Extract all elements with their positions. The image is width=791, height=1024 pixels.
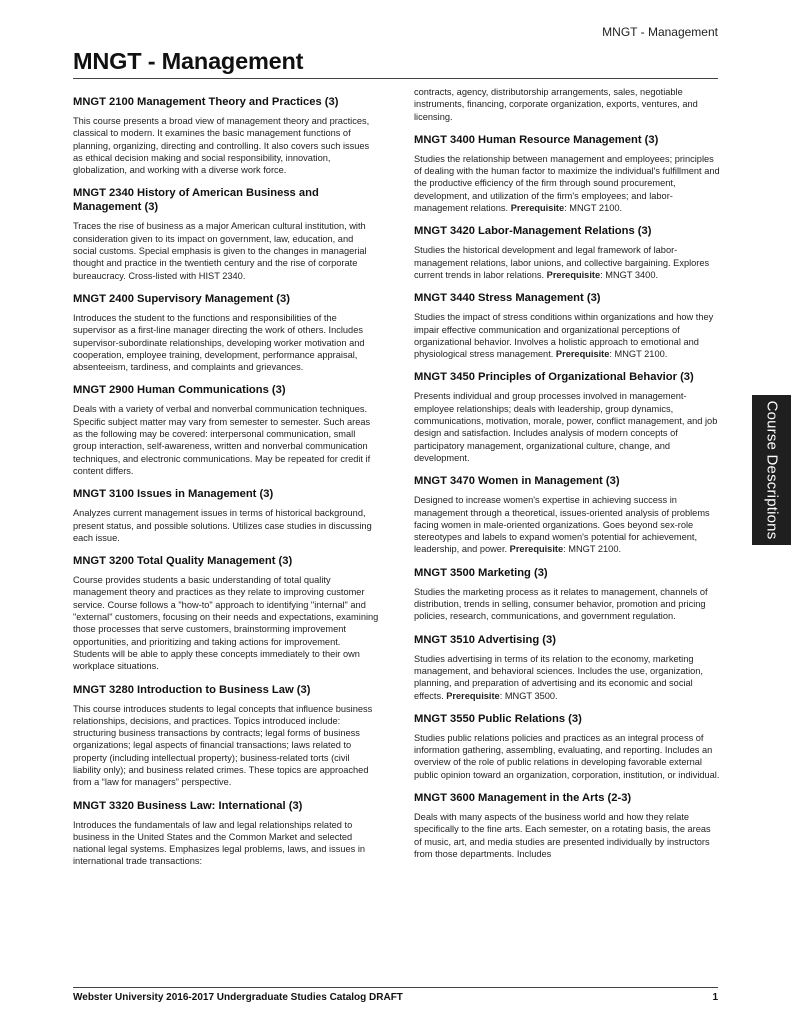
course-description-continued: contracts, agency, distributorship arrangements, sales, negotiable instruments, financing, corporate organization, exports, ventures, and licensing. <box>414 87 698 122</box>
course-description: Studies the historical development and legal framework of labor-management relations, labor unions, and collective bargaining. Explores current trends in labor relations. Prerequisite: MNGT 3400. <box>414 245 710 280</box>
course-entry <box>414 566 720 623</box>
course-entry <box>73 383 379 477</box>
prerequisite-value: : MNGT 2100. <box>564 203 623 214</box>
footer-catalog-title: Webster University 2016-2017 Undergraduate Studies Catalog DRAFT <box>73 992 403 1003</box>
course-entry <box>73 186 379 281</box>
continued-text <box>414 86 720 123</box>
course-description: This course presents a broad view of management theory and practices, classical to modern. It examines the basic management functions of planning, organizing, directing and controlling. It also covers such issues as ethical decision making and social responsibility, innovation, globalization, and working with a diverse work force. <box>73 116 370 176</box>
course-entry <box>414 474 720 555</box>
course-entry <box>73 292 379 373</box>
course-description: Traces the rise of business as a major American cultural institution, with consideration given to its impact on government, law, education, and social customs. Special emphasis is given to the changes in managerial thought and practice in the twentieth century and the rise of corporate bureaucracy. Cross-listed with HIST 2340. <box>73 221 367 281</box>
course-description: Analyzes current management issues in terms of historical background, present status, and possible solutions. Utilizes case studies in discussing each issue. <box>73 508 372 543</box>
course-title: MNGT 2400 Supervisory Management (3) <box>73 292 290 305</box>
course-description: Studies the impact of stress conditions within organizations and how they impair effective communication and organizational perceptions of organizational behavior. Involves a holistic approach to emotional and physiological stress management. Prerequisite: MNGT 2100. <box>414 312 714 360</box>
left-column <box>73 86 379 868</box>
section-side-tab <box>752 395 791 545</box>
course-title: MNGT 3510 Advertising (3) <box>414 633 556 646</box>
course-title: MNGT 3200 Total Quality Management (3) <box>73 555 293 568</box>
page-title: MNGT - Management <box>73 48 304 74</box>
course-title: MNGT 3100 Issues in Management (3) <box>73 488 274 501</box>
course-entry <box>414 370 720 464</box>
course-title: MNGT 3450 Principles of Organizational Behavior (3) <box>414 371 694 384</box>
course-description: Deals with many aspects of the business world and how they relate specifically to the fine arts. Each semester, on a rotating basis, the areas of music, art, and media studies are presented individually by instructors from those departments. Includes <box>414 811 711 859</box>
course-title: MNGT 3400 Human Resource Management (3) <box>414 133 659 146</box>
running-head: MNGT - Management <box>602 25 718 39</box>
course-entry <box>414 291 720 360</box>
course-entry <box>73 683 379 789</box>
course-description: Studies public relations policies and practices as an integral process of information gathering, assembling, evaluating, and reporting. Includes an overview of the role of public relations in developing favorable external public opinion toward an organization, corporation, institution, or individual. <box>414 732 720 780</box>
course-title: MNGT 3440 Stress Management (3) <box>414 292 601 305</box>
footer-divider <box>73 987 718 988</box>
course-entry <box>414 133 720 214</box>
course-title: MNGT 3420 Labor-Management Relations (3) <box>414 225 652 238</box>
course-description: This course introduces students to legal concepts that influence business relationships, decisions, and practices. Topics introduced include: structuring business transactions by contracts; legal forms of business organizations; legal aspects of financial transactions; laws related to property (including intellectual property); business-related torts (civil liability only); and business related crimes. These topics are approached from a “law for managers” perspective. <box>73 703 373 788</box>
course-entry <box>73 95 379 176</box>
course-description: Introduces the student to the functions and responsibilities of the supervisor as a first-line manager directing the work of others. Includes supervisor-subordinate relationships, developing worker motivation and cooperation, employee training, development, performance appraisal, absenteeism, tardiness, and complaints and grievances. <box>73 312 365 373</box>
course-title: MNGT 3500 Marketing (3) <box>414 566 548 579</box>
course-title: MNGT 2900 Human Communications (3) <box>73 384 286 397</box>
course-description: Introduces the fundamentals of law and legal relationships related to business in the United States and the Common Market and selected national legal systems. Emphasizes legal problems, laws, and issues in international trade transactions: <box>73 819 366 867</box>
prerequisite-label: Prerequisite <box>446 690 500 701</box>
course-description: Designed to increase women's expertise in achieving success in management through a theoretical, issues-oriented analysis of problems facing women in male-oriented organizations. Goes beyond sex-role stereotypes and labels to expand women's potential for achievement, leadership, and power. Prerequisite: MNGT 2100. <box>414 495 710 555</box>
course-title: MNGT 2100 Management Theory and Practices (3) <box>73 96 339 108</box>
course-title: MNGT 3320 Business Law: International (3) <box>73 799 303 812</box>
course-description: Studies the relationship between management and employees; principles of dealing with the human factor to maximize the individual's fulfillment and the productive efficiency of the firm through sound procurement, development, and utilization of the firm's employees; and labor-management relations. Prerequisite: MNGT 2100. <box>414 153 720 214</box>
course-entry <box>73 799 379 868</box>
prerequisite-label: Prerequisite <box>546 269 601 280</box>
prerequisite-value: : MNGT 2100. <box>563 544 622 555</box>
course-entry <box>414 633 720 702</box>
course-title: MNGT 3280 Introduction to Business Law (3) <box>73 683 311 696</box>
course-entry <box>414 712 720 781</box>
course-title: MNGT 3470 Women in Management (3) <box>414 475 620 488</box>
course-entry <box>414 224 720 281</box>
course-description: Studies the marketing process as it relates to management, channels of distribution, trends in selling, consumer behavior, promotion and pricing policies, research, communications, and government regulation. <box>414 586 708 622</box>
prerequisite-label: Prerequisite <box>555 349 610 360</box>
course-title: MNGT 3550 Public Relations (3) <box>414 712 582 725</box>
prerequisite-label: Prerequisite <box>509 544 564 555</box>
footer-page-number: 1 <box>712 992 718 1003</box>
prerequisite-value: : MNGT 3500. <box>499 690 558 701</box>
course-description: Course provides students a basic understanding of total quality management theory and practices as they relate to improving customer service. Course follows a "how-to" approach to identifying "internal" and "external" customers, focusing on their needs and expectations, examining those processes that serve customers, brainstorming improvement opportunities, and prioritizing and taking actions for improvement. Students will be able to apply these concepts immediately to their own workplace situations. <box>73 575 379 672</box>
side-tab-label: Course Descriptions <box>763 400 780 540</box>
course-entry <box>73 554 379 672</box>
prerequisite-value: : MNGT 2100. <box>609 349 668 360</box>
course-description: Studies advertising in terms of its relation to the economy, marketing management, and behavioral sciences. Includes the use, organization, planning, and preparation of advertising and its economic and social effects. Prerequisite: MNGT 3500. <box>414 653 703 701</box>
prerequisite-label: Prerequisite <box>510 203 565 214</box>
prerequisite-value: : MNGT 3400. <box>600 269 659 280</box>
course-description: Presents individual and group processes involved in management-employee relationships; deals with leadership, group dynamics, communications, motivation, morale, power, conflict management, and job design and satisfaction. Includes analysis of modern concepts of participatory management, organizational culture, change, and development. <box>414 391 718 463</box>
title-divider <box>73 78 718 79</box>
course-entry <box>414 791 720 860</box>
course-entry <box>73 487 379 544</box>
right-column <box>414 86 720 860</box>
course-title: MNGT 3600 Management in the Arts (2-3) <box>414 791 632 804</box>
course-description: Deals with a variety of verbal and nonverbal communication techniques. Specific subject matter may vary from semester to semester. Such areas as the following may be covered: interpersonal communication, small group interaction, self-awareness, written and nonverbal communication techniques, and electronic communications. May be repeated for credit if content differs. <box>73 404 371 476</box>
course-title: MNGT 2340 History of American Business and Management (3) <box>73 187 319 214</box>
